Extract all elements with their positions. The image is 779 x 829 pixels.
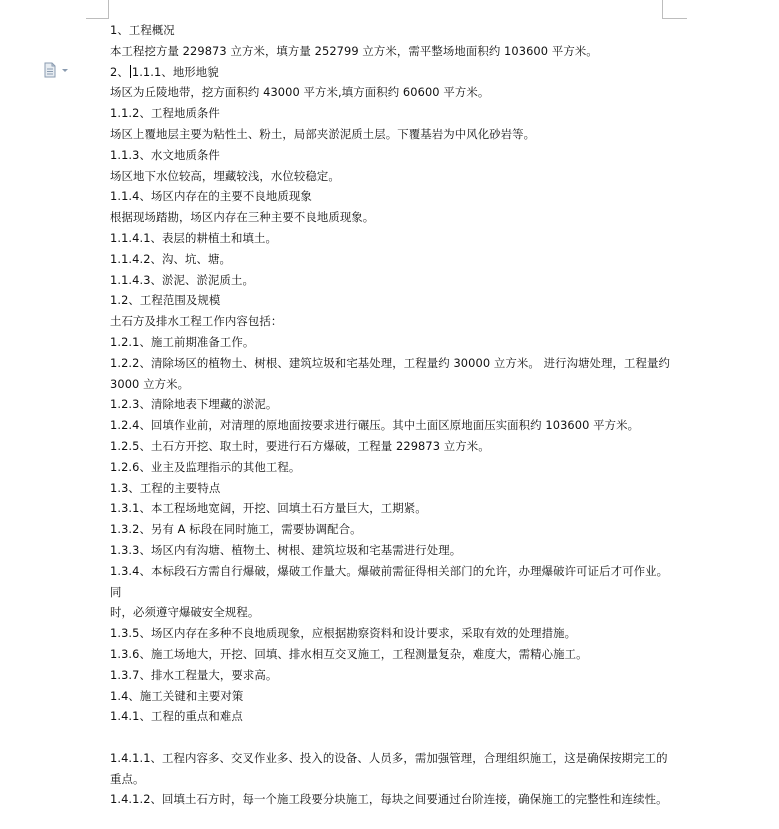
heading-project-overview: 1、工程概况: [110, 23, 175, 37]
list-number-prefix: 2、: [110, 64, 129, 79]
list-item: 1.2.6、业主及监理指示的其他工程。: [110, 459, 301, 474]
list-item: 1.2.3、清除地表下埋藏的淤泥。: [110, 397, 278, 412]
heading-features: 1.3、工程的主要特点: [110, 480, 221, 495]
heading-adverse-geology: 1.1.4、场区内存在的主要不良地质现象: [110, 189, 312, 204]
crop-mark-top-right: [662, 0, 687, 19]
list-item: 1.2.5、土石方开挖、取土时，要进行石方爆破，工程量 229873 立方米。: [110, 438, 490, 453]
list-item: 1.1.4.2、沟、坑、塘。: [110, 251, 231, 266]
list-item: 1.1.4.1、表层的耕植土和填土。: [110, 230, 277, 245]
paragraph-earthwork-volume: 本工程挖方量 229873 立方米，填方量 252799 立方米，需平整场地面积约 103600 平方米。: [110, 43, 598, 58]
list-item: 1.3.6、施工场地大，开挖、回填、排水相互交叉施工，工程测量复杂，难度大，需精心施工。: [110, 646, 588, 661]
list-item: 1.3.3、场区内有沟塘、植物土、树根、建筑垃圾和宅基需进行处理。: [110, 542, 462, 557]
blank-line: [110, 727, 670, 748]
list-item: 1.3.4、本标段石方需自行爆破，爆破工作量大。爆破前需征得相关部门的允许，办理爆破许可证后才可作业。同: [110, 563, 669, 599]
paragraph-geology: 场区上覆地层主要为粘性土、粉土，局部夹淤泥质土层。下覆基岩为中风化砂岩等。: [110, 126, 536, 141]
list-item: 1.3.2、另有 A 标段在同时施工，需要协调配合。: [110, 522, 362, 537]
heading-key-points: 1.4.1、工程的重点和难点: [110, 709, 243, 724]
list-item: 1.3.1、本工程场地宽阔，开挖、回填土石方量巨大，工期紧。: [110, 501, 427, 516]
list-item: 1.3.7、排水工程量大，要求高。: [110, 667, 278, 682]
list-item: 1.4.1.2、回填土石方时，每一个施工段要分块施工，每块之间要通过台阶连接，确保施工的完整性和连续性。: [110, 792, 668, 807]
list-item: 1.2.1、施工前期准备工作。: [110, 334, 255, 349]
list-item: 1.2.4、回填作业前，对清理的原地面按要求进行碾压。其中土面区原地面压实面积约 103600 平方米。: [110, 418, 640, 433]
list-item: 1.2.2、清除场区的植物土、树根、建筑垃圾和宅基处理，工程量约 30000 立方米。 进行沟塘处理，工程量约 3000 立方米。: [110, 355, 670, 391]
heading-terrain-label: 1.1.1、地形地貌: [131, 64, 219, 79]
heading-key-measures: 1.4、施工关键和主要对策: [110, 688, 244, 703]
heading-geology: 1.1.2、工程地质条件: [110, 106, 220, 121]
text-cursor: [130, 65, 131, 78]
list-item: 1.1.4.3、淤泥、淤泥质土。: [110, 272, 254, 287]
paragraph-continuation: 时，必须遵守爆破安全规程。: [110, 605, 260, 620]
crop-mark-top-left: [86, 0, 109, 19]
paragraph-hydrology: 场区地下水位较高，埋藏较浅，水位较稳定。: [110, 168, 340, 183]
heading-scope: 1.2、工程范围及规模: [110, 293, 221, 308]
paragraph-adverse-geology: 根据现场踏勘，场区内存在三种主要不良地质现象。: [110, 210, 375, 225]
list-item: 1.3.5、场区内存在多种不良地质现象，应根据勘察资料和设计要求，采取有效的处理措施。: [110, 626, 577, 641]
paragraph-scope-intro: 土石方及排水工程工作内容包括：: [110, 314, 283, 329]
heading-hydrology: 1.1.3、水文地质条件: [110, 147, 220, 162]
document-body[interactable]: [110, 20, 670, 810]
list-item: 1.4.1.1、工程内容多、交叉作业多、投入的设备、人员多，需加强管理，合理组织施工，这是确保按期完工的重点。: [110, 750, 668, 786]
paragraph-terrain: 场区为丘陵地带，挖方面积约 43000 平方米,填方面积约 60600 平方米。: [110, 85, 490, 100]
heading-terrain: [110, 62, 670, 83]
document-options-icon[interactable]: [42, 62, 70, 78]
